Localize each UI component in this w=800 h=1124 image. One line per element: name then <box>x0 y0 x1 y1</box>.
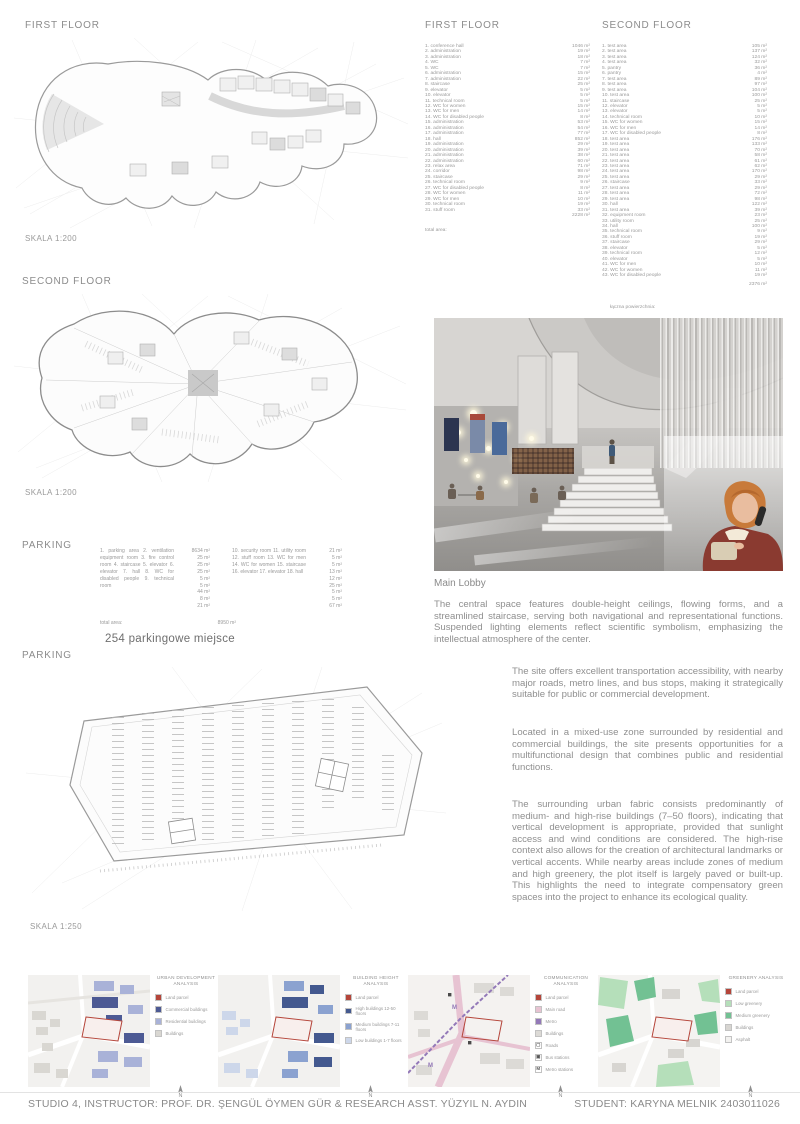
parking-area-value: 67 m² <box>329 603 342 610</box>
second-floor-plan-drawing <box>12 292 410 484</box>
room-label: 25. staircase <box>425 174 453 180</box>
room-area: 25 m² <box>754 98 767 104</box>
room-label: 2. administration <box>425 49 461 55</box>
room-label: 30. technical room <box>425 202 465 208</box>
room-label: 40. elevator <box>602 256 628 262</box>
room-area: 89 m² <box>754 76 767 82</box>
room-area: 15 m² <box>577 103 590 109</box>
room-area: 71 m² <box>577 163 590 169</box>
legend-swatch <box>345 1008 352 1015</box>
north-arrow: N <box>177 1085 184 1099</box>
room-area: 29 m² <box>577 142 590 148</box>
room-area: 8 m² <box>580 185 590 191</box>
room-label: 13. WC for men <box>425 109 460 115</box>
room-area: 23 m² <box>754 213 767 219</box>
room-area: 18 m² <box>577 54 590 60</box>
urban-development-panel <box>28 973 218 1099</box>
legend-item <box>535 1066 597 1073</box>
room-label: 4. WC <box>425 60 439 66</box>
room-area: 61 m² <box>754 158 767 164</box>
room-area: 9 m² <box>580 180 590 186</box>
main-lobby-render <box>434 318 783 571</box>
legend-item <box>155 1006 217 1013</box>
legend-item <box>535 1006 597 1013</box>
room-area: 104 m² <box>751 87 767 93</box>
room-area: 62 m² <box>754 163 767 169</box>
room-area: 98 m² <box>577 169 590 175</box>
room-area: 29 m² <box>754 174 767 180</box>
room-label: 43. WC for disabled people <box>602 273 661 279</box>
room-label: 31. stuff room <box>425 207 455 213</box>
room-label: 8. staircase <box>425 82 451 88</box>
room-label: 27. test area <box>602 185 630 191</box>
second-floor-total-note: łączna powierzchnia: <box>610 305 656 310</box>
room-label: 4. test area <box>602 60 627 66</box>
legend-label: Low buildings 1-7 floors <box>355 1037 402 1043</box>
room-label: 22. administration <box>425 158 464 164</box>
parking-values-1-9 <box>178 548 210 610</box>
legend-swatch <box>535 1018 542 1025</box>
room-label: 5. pantry <box>602 65 622 71</box>
svg-text:M: M <box>452 1005 457 1011</box>
room-area: 5 m² <box>757 109 767 115</box>
legend-item <box>155 994 217 1001</box>
room-area: 10 m² <box>754 114 767 120</box>
map-legend-title: BUILDING HEIGHT ANALYSIS <box>353 975 399 986</box>
legend-label: Metro <box>545 1018 557 1024</box>
room-label: 13. elevator <box>602 109 628 115</box>
communication-map <box>408 975 530 1087</box>
greenery-legend <box>725 975 787 1048</box>
room-area: 100 m² <box>751 93 767 99</box>
room-area: 58 m² <box>754 153 767 159</box>
legend-swatch <box>345 1023 352 1030</box>
room-area: 8 m² <box>580 114 590 120</box>
room-area: 14 m² <box>754 125 767 131</box>
legend-swatch <box>155 1006 162 1013</box>
room-area: 100 m² <box>751 223 767 229</box>
second-floor-scale-label: SKALA 1:200 <box>25 488 77 497</box>
parking-area-value: 44 m² <box>197 589 210 596</box>
first-floor-total-label: total area: <box>425 228 447 233</box>
poster <box>444 418 459 451</box>
parking-area-value: 21 m² <box>329 548 342 554</box>
room-label: 12. elevator <box>602 103 628 109</box>
room-label: 6. pantry <box>602 71 622 77</box>
room-area: 19 m² <box>754 234 767 240</box>
legend-label: Buildings <box>165 1030 184 1036</box>
room-label: 7. test area <box>602 76 627 82</box>
room-label: 28. WC for women <box>425 191 466 197</box>
parking-scale-label: SKALA 1:250 <box>30 922 82 931</box>
legend-item <box>535 1030 597 1037</box>
room-area: 122 m² <box>751 202 767 208</box>
legend-swatch <box>725 988 732 995</box>
parking-total-value: 8950 m² <box>217 620 236 626</box>
room-area: 25 m² <box>577 82 590 88</box>
parking-total-label: total area: <box>100 620 123 626</box>
room-label: 17. WC for disabled people <box>602 131 661 137</box>
parking-spaces-count: 254 parkingowe miejsce <box>105 633 235 645</box>
room-area: 19 m² <box>754 273 767 279</box>
room-label: 1. test area <box>602 44 627 49</box>
lobby-caption: Main Lobby <box>434 578 486 589</box>
room-area: 5 m² <box>580 87 590 93</box>
room-label: 23. relax area <box>425 163 455 169</box>
room-area: 38 m² <box>577 153 590 159</box>
room-area: 133 m² <box>751 142 767 148</box>
parking-heading: PARKING <box>22 540 72 551</box>
parking-area-value: 13 m² <box>329 568 342 575</box>
room-area: 15 m² <box>754 120 767 126</box>
room-area: 14 m² <box>577 109 590 115</box>
legend-swatch <box>725 1024 732 1031</box>
room-label: 21. test area <box>602 153 630 159</box>
footer-divider <box>0 1092 800 1093</box>
legend-swatch <box>535 994 542 1001</box>
building-height-legend <box>345 975 407 1049</box>
room-area: 9 m² <box>757 229 767 235</box>
room-label: 25. test area <box>602 174 630 180</box>
legend-swatch <box>345 994 352 1001</box>
legend-item <box>535 1042 597 1049</box>
room-area: 70 m² <box>754 147 767 153</box>
room-area: 19 m² <box>577 202 590 208</box>
room-label: 10. test area <box>602 93 630 99</box>
legend-label: Land parcel <box>355 994 379 1000</box>
room-label: 32. equipment room <box>602 213 646 219</box>
room-area: 53 m² <box>577 120 590 126</box>
room-area: 137 m² <box>751 49 767 55</box>
room-label: 22. test area <box>602 158 630 164</box>
site-paragraph-fabric: The surrounding urban fabric consists predominantly of medium- and high-rise buildings (7–50 floors), indicating that vertical development is appropriate, provided that sunlight access and wind conditions are considered. The high-rise context also allows for the creation of architectural landmarks or vertical accents. While nearby areas include zones of medium and high greenery, the plot itself is largely paved or built-up. This highlights the need to integrate compensatory green spaces into the project to enhance its ecological quality. <box>512 799 783 903</box>
legend-swatch <box>535 1030 542 1037</box>
room-label: 39. technical room <box>602 251 642 257</box>
room-label: 34. hall <box>602 223 618 229</box>
room-label: 35. technical room <box>602 229 642 235</box>
legend-label: Metro stations <box>545 1066 574 1072</box>
room-label: 19. administration <box>425 142 464 148</box>
legend-item <box>155 1018 217 1025</box>
legend-item <box>725 1024 787 1031</box>
legend-swatch <box>535 1006 542 1013</box>
legend-label: Land parcel <box>165 994 189 1000</box>
room-label: 20. test area <box>602 147 630 153</box>
room-area: 25 m² <box>754 218 767 224</box>
legend-label: Bus stations <box>545 1054 570 1060</box>
room-label: 26. staircase <box>602 180 630 186</box>
parking-total-row <box>100 620 236 626</box>
parking-area-value: 8634 m² <box>191 548 210 554</box>
room-label: 36. stuff room <box>602 234 632 240</box>
legend-swatch <box>725 1036 732 1043</box>
room-area: 72 m² <box>754 191 767 197</box>
legend-swatch <box>155 994 162 1001</box>
urban-development-legend <box>155 975 217 1042</box>
first-floor-scale-label: SKALA 1:200 <box>25 234 77 243</box>
map-legend-title: COMMUNICATION ANALYSIS <box>543 975 589 986</box>
room-label: 16. WC for men <box>602 125 637 131</box>
room-area: 11 m² <box>577 191 590 197</box>
second-floor-legend-heading: SECOND FLOOR <box>602 20 692 31</box>
room-label: 42. WC for women <box>602 267 643 273</box>
site-paragraph-transport: The site offers excellent transportation accessibility, with nearby major roads, metro lines, and bus stops, making it strategically suitable for public or commercial development. <box>512 666 783 701</box>
parking-legend <box>100 548 360 610</box>
building-height-map <box>218 975 340 1087</box>
greenery-panel <box>598 973 788 1099</box>
room-label: 18. test area <box>602 136 630 142</box>
room-area: 5 m² <box>580 98 590 104</box>
room-label: 15. WC for women <box>602 120 643 126</box>
room-area: 10 m² <box>754 262 767 268</box>
parking-area-value: 5 m² <box>332 596 342 603</box>
room-area: 29 m² <box>577 174 590 180</box>
legend-label: Low greenery <box>735 1000 763 1006</box>
legend-item <box>725 1000 787 1007</box>
room-label: 1. conference hall <box>425 44 464 49</box>
parking-area-value: 25 m² <box>197 554 210 561</box>
second-floor-area-list <box>602 44 767 278</box>
room-area: 5 m² <box>757 256 767 262</box>
footer-studio-credit: STUDIO 4, INSTRUCTOR: PROF. DR. ŞENGÜL ÖYMEN GÜR & RESEARCH ASST. YÜZYIL N. AYDIN <box>28 1098 528 1110</box>
parking-area-value: 21 m² <box>197 603 210 610</box>
room-label: 15. administration <box>425 120 464 126</box>
room-area: 4 m² <box>757 71 767 77</box>
parking-values-10-18 <box>310 548 342 610</box>
legend-item <box>725 988 787 995</box>
room-area: 105 m² <box>751 44 767 49</box>
room-area: 124 m² <box>751 54 767 60</box>
parking-area-value: 25 m² <box>329 582 342 589</box>
legend-item <box>535 1054 597 1061</box>
room-label: 38. elevator <box>602 245 628 251</box>
room-label: 24. test area <box>602 169 630 175</box>
room-label: 20. administration <box>425 147 464 153</box>
legend-label: Roads <box>545 1042 559 1048</box>
room-label: 3. test area <box>602 54 627 60</box>
communication-legend <box>535 975 597 1078</box>
room-label: 21. administration <box>425 153 464 159</box>
room-label: 26. technical room <box>425 180 465 186</box>
room-area: 170 m² <box>751 169 767 175</box>
parking-area-value: 5 m² <box>332 589 342 596</box>
legend-swatch: ▢ <box>536 1042 541 1047</box>
room-label: 17. administration <box>425 131 464 137</box>
legend-swatch <box>345 1037 352 1044</box>
room-label: 29. WC for men <box>425 196 460 202</box>
legend-item <box>345 1022 407 1032</box>
legend-label: Land parcel <box>735 988 759 994</box>
legend-label: High buildings 12-50 floors <box>355 1006 396 1016</box>
legend-swatch <box>155 1030 162 1037</box>
first-floor-plan-drawing <box>12 36 412 234</box>
first-floor-plan-heading: FIRST FLOOR <box>25 20 100 31</box>
legend-item <box>725 1012 787 1019</box>
room-label: 2. test area <box>602 49 627 55</box>
poster <box>492 422 507 455</box>
area-row <box>602 273 767 278</box>
room-area: 12 m² <box>754 251 767 257</box>
legend-label: Asphalt <box>735 1036 751 1042</box>
north-arrow: N <box>367 1085 374 1099</box>
greenery-map <box>598 975 720 1087</box>
room-area: 8 m² <box>757 131 767 137</box>
building-height-panel <box>218 973 408 1099</box>
parking-plan-heading: PARKING <box>22 650 72 661</box>
parking-legend-group-1 <box>100 548 210 610</box>
room-label: 41. WC for men <box>602 262 637 268</box>
map-legend-title: GREENERY ANALYSIS <box>728 975 784 980</box>
lobby-description: The central space features double-height ceilings, flowing forms, and a streamlined staircase, serving both navigational and representational functions. Suspended lighting elements reflect scientific symbolism, emphasizing the intellectual atmosphere of the center. <box>434 599 783 645</box>
map-legend-title: URBAN DEVELOPMENT ANALYSIS <box>156 975 216 986</box>
room-label: 18. hall <box>425 136 441 142</box>
room-area: 5 m² <box>757 245 767 251</box>
room-area: 33 m² <box>577 207 590 213</box>
legend-label: Main road <box>545 1006 566 1012</box>
room-area: 29 m² <box>754 240 767 246</box>
legend-swatch: ▣ <box>536 1054 541 1059</box>
room-area: 7 m² <box>580 60 590 66</box>
legend-swatch: M <box>536 1066 541 1071</box>
display-shelf <box>512 448 574 474</box>
urban-development-map <box>28 975 150 1087</box>
room-label: 14. technical room <box>602 114 642 120</box>
room-area: 54 m² <box>577 125 590 131</box>
room-label: 33. utility room <box>602 218 634 224</box>
legend-label: Residential buildings <box>165 1018 206 1024</box>
room-area: 852 m² <box>574 136 590 142</box>
room-label: 6. administration <box>425 71 461 77</box>
legend-swatch <box>725 1012 732 1019</box>
room-area: 22 m² <box>577 76 590 82</box>
north-arrow: N <box>747 1085 754 1099</box>
room-label: 30. hall <box>602 202 618 208</box>
room-label: 12. WC for women <box>425 103 466 109</box>
parking-area-value: 25 m² <box>197 561 210 568</box>
room-area: 176 m² <box>751 136 767 142</box>
room-label: 3. administration <box>425 54 461 60</box>
first-floor-legend-heading: FIRST FLOOR <box>425 20 500 31</box>
legend-item <box>345 1006 407 1016</box>
legend-label: Buildings <box>545 1030 564 1036</box>
legend-item <box>535 1018 597 1025</box>
room-label: 7. administration <box>425 76 461 82</box>
second-floor-total-value: 2376 m² <box>749 282 767 287</box>
room-area: 7 m² <box>580 65 590 71</box>
parking-area-value: 25 m² <box>197 568 210 575</box>
legend-label: Medium greenery <box>735 1012 770 1018</box>
room-area: 15 m² <box>577 71 590 77</box>
room-label: 28. test area <box>602 191 630 197</box>
room-label: 29. test area <box>602 196 630 202</box>
room-area: 5 m² <box>580 93 590 99</box>
room-label: 31. test area <box>602 207 630 213</box>
room-area: 97 m² <box>754 82 767 88</box>
vintage-woman-figure <box>673 476 783 571</box>
room-area: 39 m² <box>577 147 590 153</box>
parking-area-value: 5 m² <box>332 554 342 561</box>
room-label: 5. WC <box>425 65 439 71</box>
room-area: 11 m² <box>754 267 767 273</box>
room-area: 10 m² <box>577 196 590 202</box>
footer-student-credit: STUDENT: KARYNA MELNIK 2403011026 <box>574 1098 780 1110</box>
room-label: 24. corridor <box>425 169 450 175</box>
legend-label: Buildings <box>735 1024 754 1030</box>
room-label: 9. test area <box>602 87 627 93</box>
legend-item <box>345 1037 407 1044</box>
parking-area-value: 5 m² <box>200 575 210 582</box>
north-arrow: N <box>557 1085 564 1099</box>
room-area: 1046 m² <box>572 44 590 49</box>
room-area: 36 m² <box>754 65 767 71</box>
legend-label: Medium buildings 7-11 floors <box>355 1021 400 1032</box>
legend-swatch <box>725 1000 732 1007</box>
legend-label: Commercial buildings <box>165 1006 208 1012</box>
first-floor-area-list <box>425 44 590 213</box>
parking-plan-drawing <box>22 663 452 915</box>
room-area: 5 m² <box>757 103 767 109</box>
legend-label: Land parcel <box>545 994 569 1000</box>
legend-item <box>345 994 407 1001</box>
room-label: 8. test area <box>602 82 627 88</box>
room-area: 98 m² <box>754 196 767 202</box>
room-label: 11. staircase <box>602 98 630 104</box>
room-area: 19 m² <box>577 49 590 55</box>
room-label: 27. WC for disabled people <box>425 185 484 191</box>
communication-panel <box>408 973 598 1099</box>
room-label: 10. elevator <box>425 93 451 99</box>
legend-item <box>725 1036 787 1043</box>
room-label: 9. elevator <box>425 87 448 93</box>
room-area: 39 m² <box>754 207 767 213</box>
legend-item <box>535 994 597 1001</box>
first-floor-total-value: 2228 m² <box>572 213 590 218</box>
site-paragraph-zone: Located in a mixed-use zone surrounded by residential and commercial buildings, the site presents opportunities for a multifunctional design that combines public and residential functions. <box>512 727 783 773</box>
room-label: 16. administration <box>425 125 464 131</box>
svg-text:M: M <box>428 1063 433 1069</box>
room-label: 23. test area <box>602 163 630 169</box>
room-label: 19. test area <box>602 142 630 148</box>
parking-area-value: 5 m² <box>200 582 210 589</box>
room-area: 60 m² <box>577 158 590 164</box>
poster <box>470 414 485 453</box>
room-area: 33 m² <box>754 180 767 186</box>
room-area: 32 m² <box>754 60 767 66</box>
legend-swatch <box>155 1018 162 1025</box>
parking-rooms-10-18: 10. security room 11. utility room 12. stuff room 13. WC for men 14. WC for women 15. staircase 16. elevator 17. elevator 18. hall <box>232 548 306 575</box>
parking-legend-group-2 <box>232 548 342 610</box>
parking-rooms-1-9: 1. parking area 2. ventilation equipment room 3. fire control room 4. staircase 5. elevator 6. elevator 7. hall 8. WC for disabled people 9. technical room <box>100 548 174 589</box>
parking-area-value: 8 m² <box>200 596 210 603</box>
room-area: 29 m² <box>754 185 767 191</box>
room-area: 77 m² <box>577 131 590 137</box>
room-label: 14. WC for disabled people <box>425 114 484 120</box>
room-label: 37. staircase <box>602 240 630 246</box>
second-floor-plan-heading: SECOND FLOOR <box>22 276 112 287</box>
parking-area-value: 5 m² <box>332 561 342 568</box>
room-label: 11. technical room <box>425 98 465 104</box>
parking-area-value: 12 m² <box>329 575 342 582</box>
legend-item <box>155 1030 217 1037</box>
